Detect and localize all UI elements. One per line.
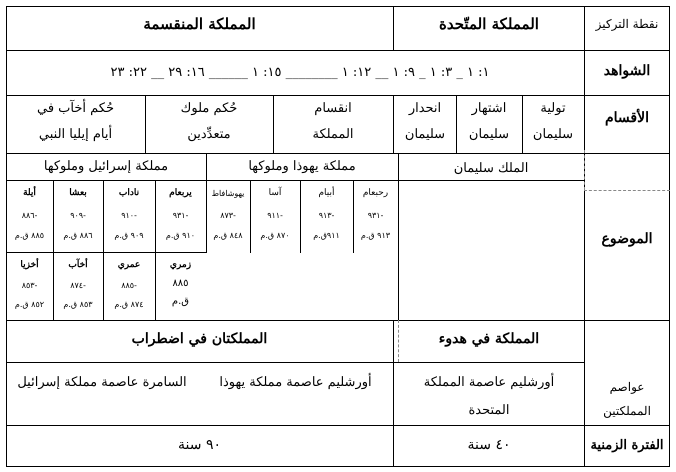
division-2-line1: اشتهار — [471, 101, 507, 116]
israel-king-divider-2 — [103, 180, 104, 321]
israel-king-1-to: ٩١٠ ق.م — [165, 231, 196, 240]
division-1-line1: تولية — [540, 101, 566, 116]
united-capital-line2: المتحدة — [468, 403, 510, 418]
witnesses-label: الشواهد — [603, 63, 651, 79]
rule-divisions — [6, 153, 670, 154]
israel-king-1-name: يربعام — [169, 188, 192, 198]
focus-point-label: نقطة التركيز — [595, 17, 659, 31]
division-6-line2: أيام إيليا النبي — [38, 127, 113, 142]
israel-king-6-name: عمري — [117, 260, 141, 270]
israel-king-8-to: ٨٥٢ ق.م — [14, 300, 45, 309]
topic-solomon-divider — [398, 153, 399, 321]
division-4-line1: انقسام — [314, 101, 352, 116]
israel-king-5-era: ق.م — [171, 296, 190, 307]
israel-king-5-year: ٨٨٥ — [172, 278, 189, 289]
division-3-line1: انحدار — [408, 101, 442, 116]
israel-king-3-name: بعشا — [69, 188, 87, 198]
israel-king-4-name: أيلة — [23, 188, 36, 198]
israel-king-6-from: -٨٨٥ — [121, 281, 137, 290]
capitals-label: عواصم المملكتين — [603, 380, 651, 418]
divisions-label: الأقسام — [605, 110, 649, 126]
division-3-line2: سليمان — [404, 127, 446, 142]
rule-header — [6, 50, 670, 51]
divided-turmoil: المملكتان في اضطراب — [131, 331, 268, 347]
united-calm: المملكة في هدوء — [438, 331, 540, 347]
united-period: ٤٠ سنة — [467, 437, 511, 453]
judah-king-4-to: ٨٤٨ ق.م — [213, 231, 243, 240]
division-1-line2: سليمان — [532, 127, 574, 142]
israel-king-7-to: ٨٥٣ ق.م — [63, 300, 93, 309]
israel-king-6-to: ٨٧٤ ق.م — [114, 300, 144, 309]
divided-kingdom-header: المملكة المنقسمة — [143, 15, 256, 33]
frame-top — [6, 6, 670, 7]
period-label: الفترة الزمنية — [590, 438, 664, 453]
division-5-line1: حُكم ملوك — [180, 101, 238, 116]
israel-king-8-from: -٨٥٣ — [21, 281, 38, 290]
judah-king-1-name: رحبعام — [362, 188, 389, 198]
frame-bottom — [6, 466, 670, 467]
israel-king-divider-3 — [53, 180, 54, 321]
judah-capital: أورشليم عاصمة مملكة يهوذا — [219, 375, 372, 390]
israel-king-3-from: -٩٠٩ — [70, 211, 86, 220]
judah-king-3-to: ٨٧٠ ق.م — [260, 231, 290, 240]
rule-israel-rows — [6, 252, 206, 253]
rule-condition — [6, 362, 584, 363]
judah-king-3-name: آسا — [268, 188, 282, 198]
rule-topic — [6, 320, 670, 321]
judah-king-1-to: ٩١٣ ق.م — [360, 231, 391, 240]
judah-king-2-from: -٩١٣ — [318, 211, 335, 220]
israel-king-2-name: ناداب — [118, 188, 140, 198]
king-solomon: الملك سليمان — [453, 161, 529, 176]
judah-king-4-from: -٨٧٣ — [220, 211, 236, 220]
israel-king-1-from: -٩٣١ — [172, 211, 189, 220]
judah-king-2-to: ٩١١ق.م — [313, 231, 340, 240]
united-capital-line1: أورشليم عاصمة المملكة — [423, 375, 555, 390]
judah-king-2-name: أبيام — [318, 188, 335, 198]
israel-header: مملكة إسرائيل وملوكها — [43, 159, 169, 174]
israel-king-7-from: -٨٧٤ — [70, 281, 86, 290]
division-5-line2: متعدِّدين — [187, 127, 231, 142]
judah-king-4-name: يهوشافاط — [211, 189, 245, 198]
division-6-line1: حُكم أخآب في — [36, 101, 115, 116]
israel-king-4-to: ٨٨٥ ق.م — [14, 231, 45, 240]
division-2-line2: سليمان — [468, 127, 510, 142]
israel-king-4-from: -٨٨٦ — [21, 211, 38, 220]
dash-guide-2 — [584, 190, 670, 191]
division-4-line2: المملكة — [312, 127, 354, 142]
israel-king-2-to: ٩٠٩ ق.م — [114, 231, 144, 240]
israel-capital: السامرة عاصمة مملكة إسرائيل — [17, 375, 187, 390]
judah-king-3-from: -٩١١ — [267, 211, 283, 220]
rule-topic-subheader — [6, 180, 584, 181]
witnesses-references: ١: ١ _ ٣: ١ _ ٩: ١ __ ١٢: ١ ________ ١٥: ١ ______ ١٦: ٢٩ __ ٢٢: ٢٣ — [110, 65, 490, 80]
israel-king-3-to: ٨٨٦ ق.م — [63, 231, 93, 240]
israel-king-2-from: -٩١٠ — [121, 211, 137, 220]
topic-label: الموضوع — [601, 231, 653, 247]
divided-period: ٩٠ سنة — [178, 437, 221, 453]
judah-header: مملكة يهوذا وملوكها — [248, 159, 356, 174]
israel-king-8-name: أخزيا — [20, 260, 39, 270]
israel-king-5-name: زمري — [169, 260, 192, 270]
united-kingdom-header: المملكة المتّحدة — [439, 15, 539, 33]
rule-capitals — [6, 425, 670, 426]
dash-guide-1 — [584, 150, 585, 190]
rule-witnesses — [6, 95, 670, 96]
israel-king-7-name: أخآب — [68, 260, 88, 270]
judah-king-1-from: -٩٣١ — [367, 211, 384, 220]
